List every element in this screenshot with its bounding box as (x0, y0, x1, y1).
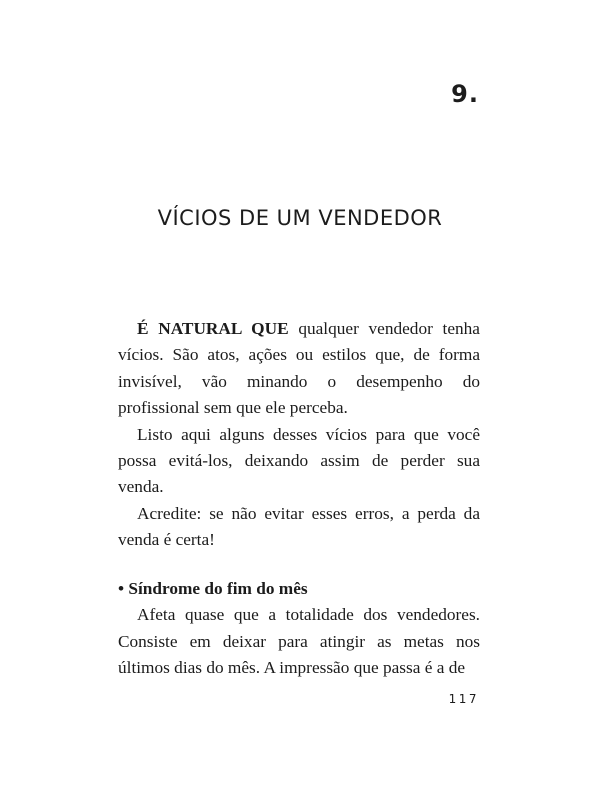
section-syndrome (118, 576, 480, 682)
chapter-number: 9. (451, 80, 479, 108)
section-heading: • Síndrome do fim do mês (118, 579, 308, 598)
page-number: 117 (448, 692, 479, 706)
intro-text (118, 316, 480, 554)
paragraph-lead-in: É NATURAL QUE (137, 319, 289, 338)
intro-paragraph-2: Listo aqui alguns desses vícios para que você possa evitá-los, deixando assim de perder sua venda. (118, 424, 480, 497)
section-paragraph-1: Afeta quase que a totalidade dos vendedores. Consiste em deixar para atingir as metas nos últimos dias do mês. A impressão que passa é a de (118, 605, 480, 678)
chapter-title: VÍCIOS DE UM VENDEDOR (157, 206, 443, 230)
intro-paragraph-3: Acredite: se não evitar esses erros, a perda da venda é certa! (118, 503, 480, 550)
intro-paragraph-1 (118, 316, 480, 422)
paragraph-text: qualquer vendedor tenha vícios. São atos, ações ou estilos que, de forma invisível, vão minando o desempenho do profissional sem que ele perceba. (118, 319, 480, 418)
